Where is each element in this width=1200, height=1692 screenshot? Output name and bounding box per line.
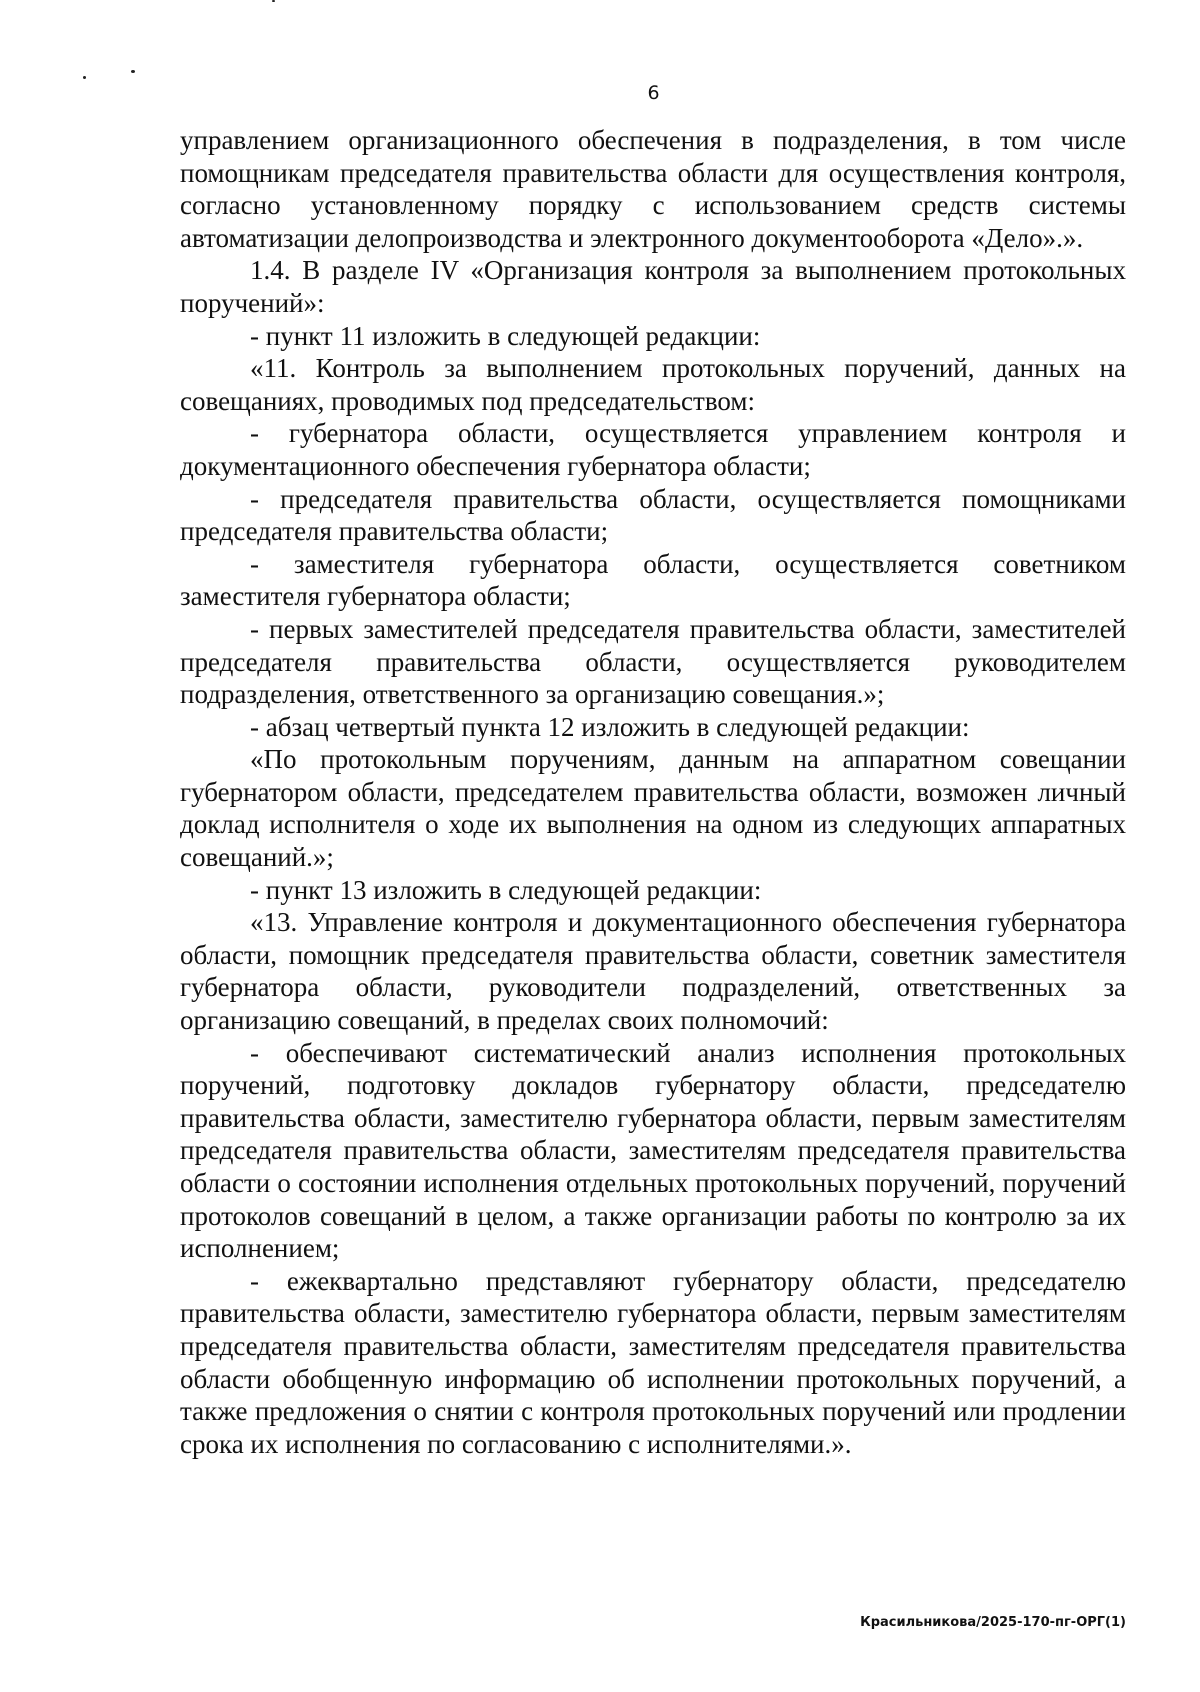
paragraph: - абзац четвертый пункта 12 изложить в следующей редакции: [250,711,970,742]
scan-speck [131,70,135,73]
document-body [180,124,1126,1460]
paragraph: - первых заместителей председателя правительства области, заместителей председателя правительства области, осуществляется руководителем подразделения, ответственного за организацию совещания.»; [180,613,1126,710]
paragraph: - председателя правительства области, осуществляется помощниками председателя правительства области; [180,483,1126,547]
paragraph: - заместителя губернатора области, осуществляется советником заместителя губернатора области; [180,548,1126,612]
paragraph: - пункт 11 изложить в следующей редакции: [250,320,761,351]
scan-speck [83,76,86,79]
paragraph: «11. Контроль за выполнением протокольных поручений, данных на совещаниях, проводимых под председательством: [180,353,1126,416]
page-number: 6 [647,82,660,104]
scan-speck [272,0,275,2]
paragraph: - ежеквартально представляют губернатору области, председателю правительства области, заместителю губернатора области, первым заместителям председателя правительства области, заместителям председателя правительства области обобщенную информацию об исполнении протокольных поручений, а также предложения о снятии с контроля протокольных поручений или продлении срока их исполнения по согласованию с исполнителями.». [180,1265,1126,1459]
paragraph: «По протокольным поручениям, данным на аппаратном совещании губернатором области, председателем правительства области, возможен личный доклад исполнителя о ходе их выполнения на одном из следующих аппаратных совещаний.»; [180,744,1126,873]
paragraph: - пункт 13 изложить в следующей редакции: [250,874,762,905]
document-footer-reference: Красильникова/2025-170-пг-ОРГ(1) [860,1615,1126,1630]
paragraph: «13. Управление контроля и документационного обеспечения губернатора области, помощник председателя правительства области, советник заместителя губернатора области, руководители подразделений, ответственных за организацию совещаний, в пределах своих полномочий: [180,907,1126,1036]
paragraph: управлением организационного обеспечения в подразделения, в том числе помощникам председателя правительства области для осуществления контроля, согласно установленному порядку с использованием средств системы автоматизации делопроизводства и электронного документооборота «Дело».». [180,125,1126,253]
paragraph: - обеспечивают систематический анализ исполнения протокольных поручений, подготовку докладов губернатору области, председателю правительства области, заместителю губернатора области, первым заместителям председателя правительства области, заместителям председателя правительства области о состоянии исполнения отдельных протокольных поручений, поручений протоколов совещаний в целом, а также организации работы по контролю за их исполнением; [180,1037,1126,1264]
paragraph: 1.4. В разделе IV «Организация контроля за выполнением протокольных поручений»: [180,255,1126,318]
paragraph: - губернатора области, осуществляется управлением контроля и документационного обеспечения губернатора области; [180,418,1126,481]
